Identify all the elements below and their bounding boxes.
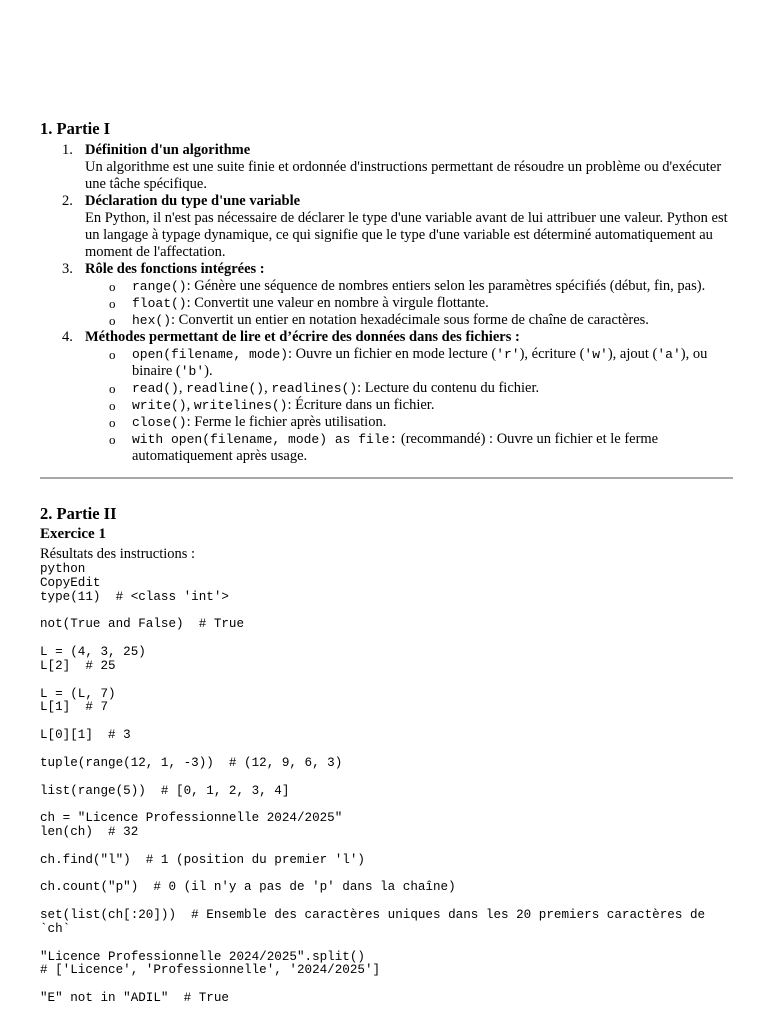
- bullet-text: ,: [178, 380, 187, 396]
- bullet-text: : Écriture dans un fichier.: [287, 397, 435, 413]
- bullet-marker: o: [109, 347, 116, 362]
- bullet-text: : Ouvre un fichier en mode lecture (: [288, 346, 497, 362]
- list-item: [40, 193, 735, 261]
- inline-code: write(): [132, 398, 187, 413]
- item-number: 4.: [62, 329, 73, 345]
- bullet-item: [85, 431, 735, 465]
- part2-heading: 2. Partie II: [40, 504, 117, 523]
- bullet-item: [85, 346, 735, 380]
- inline-code: float(): [132, 296, 187, 311]
- list-item: [40, 142, 735, 193]
- bullet-marker: o: [109, 432, 116, 447]
- bullet-text: : Génère une séquence de nombres entiers selon les paramètres spécifiés (début, fin, pas).: [186, 278, 706, 294]
- inline-code: 'a': [657, 347, 681, 362]
- list-item: [40, 329, 735, 465]
- inline-code: open(filename, mode): [132, 347, 289, 362]
- inline-code: read(): [132, 381, 179, 396]
- inline-code: 'r': [496, 347, 520, 362]
- bullet-text: ), écriture (: [519, 346, 585, 362]
- inline-code: 'w': [584, 347, 608, 362]
- inline-code: readline(): [186, 381, 265, 396]
- bullet-text: ).: [204, 363, 213, 379]
- bullet-list: [85, 278, 735, 329]
- item-number: 1.: [62, 142, 73, 158]
- code-block: python CopyEdit type(11) # <class 'int'> not(True and False) # True L = (4, 3, 25) L[2] # 25 L = (L, 7) L[1] # 7 L[0][1] # 3 tuple(range(12, 1, -3)) # (12, 9, 6, 3) list(range(5)) # [0, 1, 2, 3, 4] ch = "Licence Professionnelle 2024/2025" len(ch) # 32 ch.find("l") # 1 (position du premier 'l') ch.count("p") # 0 (il n'y a pas de 'p' dans la chaîne) set(list(ch[:20])) # Ensemble des caractères uniques dans les 20 premiers caractères de `ch` "Licence Professionnelle 2024/2025".split() # ['Licence', 'Professionnelle', '2024/2025'] "E" not in "ADIL" # True: [40, 562, 706, 1006]
- bullet-text: ,: [186, 397, 194, 413]
- list-item: [40, 261, 735, 329]
- inline-code: with open(filename, mode) as file:: [132, 432, 398, 447]
- bullet-text: : Convertit une valeur en nombre à virgule flottante.: [186, 295, 489, 311]
- exercise-title: Exercice 1: [40, 526, 106, 542]
- bullet-marker: o: [109, 313, 116, 328]
- bullet-marker: o: [109, 296, 116, 311]
- item-body: En Python, il n'est pas nécessaire de déclarer le type d'une variable avant de lui attribuer une valeur. Python est un langage à typage dynamique, ce qui signifie que le type d'une variable est déterminé automatiquement au moment de l'affectation.: [85, 210, 728, 260]
- bullet-item: [85, 312, 735, 329]
- bullet-text: ), ajout (: [607, 346, 658, 362]
- bullet-marker: o: [109, 415, 116, 430]
- inline-code: hex(): [132, 313, 172, 328]
- bullet-marker: o: [109, 398, 116, 413]
- bullet-text: : Lecture du contenu du fichier.: [357, 380, 540, 396]
- bullet-marker: o: [109, 279, 116, 294]
- inline-code: 'b': [180, 364, 205, 379]
- bullet-item: [85, 278, 735, 295]
- item-number: 3.: [62, 261, 73, 277]
- inline-code: close(): [132, 415, 187, 430]
- item-title: Définition d'un algorithme: [85, 142, 251, 158]
- item-title: Déclaration du type d'une variable: [85, 193, 301, 209]
- inline-code: writelines(): [193, 398, 288, 413]
- bullet-list: [85, 346, 735, 465]
- bullet-text: (recommandé) : Ouvre un fichier et le ferme automatiquement après usage.: [132, 431, 659, 464]
- bullet-item: [85, 414, 735, 431]
- item-number: 2.: [62, 193, 73, 209]
- inline-code: readlines(): [271, 381, 358, 396]
- part1-list: [40, 142, 735, 465]
- item-title: Méthodes permettant de lire et d’écrire des données dans des fichiers :: [85, 329, 520, 345]
- part1-heading: 1. Partie I: [40, 119, 111, 138]
- item-title: Rôle des fonctions intégrées :: [85, 261, 265, 277]
- bullet-text: : Ferme le fichier après utilisation.: [186, 414, 387, 430]
- bullet-item: [85, 397, 735, 414]
- item-body: Un algorithme est une suite finie et ordonnée d'instructions permettant de résoudre un problème ou d'exécuter une tâche spécifique.: [85, 159, 722, 192]
- bullet-item: [85, 295, 735, 312]
- inline-code: range(): [132, 279, 187, 294]
- bullet-item: [85, 380, 735, 397]
- bullet-text: : Convertit un entier en notation hexadécimale sous forme de chaîne de caractères.: [171, 312, 649, 328]
- exercise-intro: Résultats des instructions :: [40, 546, 196, 562]
- bullet-text: ), ou binaire (: [132, 346, 708, 379]
- bullet-text: ,: [264, 380, 272, 396]
- section-divider: [40, 477, 733, 479]
- bullet-marker: o: [109, 381, 116, 396]
